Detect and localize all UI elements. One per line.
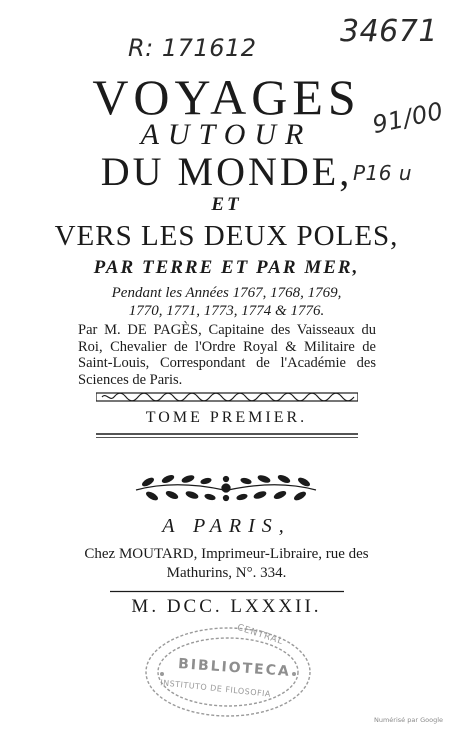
author-statement: Par M. DE PAGÈS, Capitaine des Vaisseaux du Roi, Chevalier de l'Ordre Royal & Militaire de Saint-Louis, Correspondant de l'Académie des Sciences de Paris. (78, 322, 376, 388)
stamp-center-text: BIBLIOTECA (177, 656, 292, 680)
title-voyages: VOYAGES (92, 69, 361, 125)
date-rule-top (110, 590, 344, 593)
years-line-1: Pendant les Années 1767, 1768, 1769, (111, 285, 342, 301)
ornamental-rule-top (96, 390, 358, 404)
digitization-credit: Numérisé par Google (373, 716, 443, 724)
stamp-bottom-text: INSTITUTO DE FILOSOFIA (159, 678, 272, 699)
title-du-monde: DU MONDE, (100, 149, 353, 194)
floral-vignette-icon (126, 468, 326, 508)
imprint-date: M. DCC. LXXXII. (131, 596, 322, 617)
page-count-annotation: P16 u (353, 161, 413, 185)
title-deux-poles: VERS LES DEUX POLES, (54, 220, 399, 252)
imprint-publisher-line-2: Mathurins, N°. 334. (166, 565, 287, 581)
shelfmark-annotation: R: 171612 (128, 34, 257, 62)
title-et: ET (211, 194, 242, 215)
title-terre-mer: PAR TERRE ET PAR MER, (93, 257, 360, 278)
imprint-city: A PARIS, (162, 515, 291, 537)
years-line-2: 1770, 1771, 1773, 1774 & 1776. (128, 303, 325, 319)
volume-label: TOME PREMIER. (145, 409, 308, 426)
stamp-top-text: CENTRAL (235, 622, 285, 648)
ornamental-rule-bottom (96, 432, 358, 440)
title-autour: AUTOUR (140, 118, 313, 151)
fraction-annotation: 91/00 (369, 96, 446, 140)
number-annotation: 34671 (340, 14, 438, 49)
imprint-publisher-line-1: Chez MOUTARD, Imprimeur-Libraire, rue des (84, 546, 369, 562)
